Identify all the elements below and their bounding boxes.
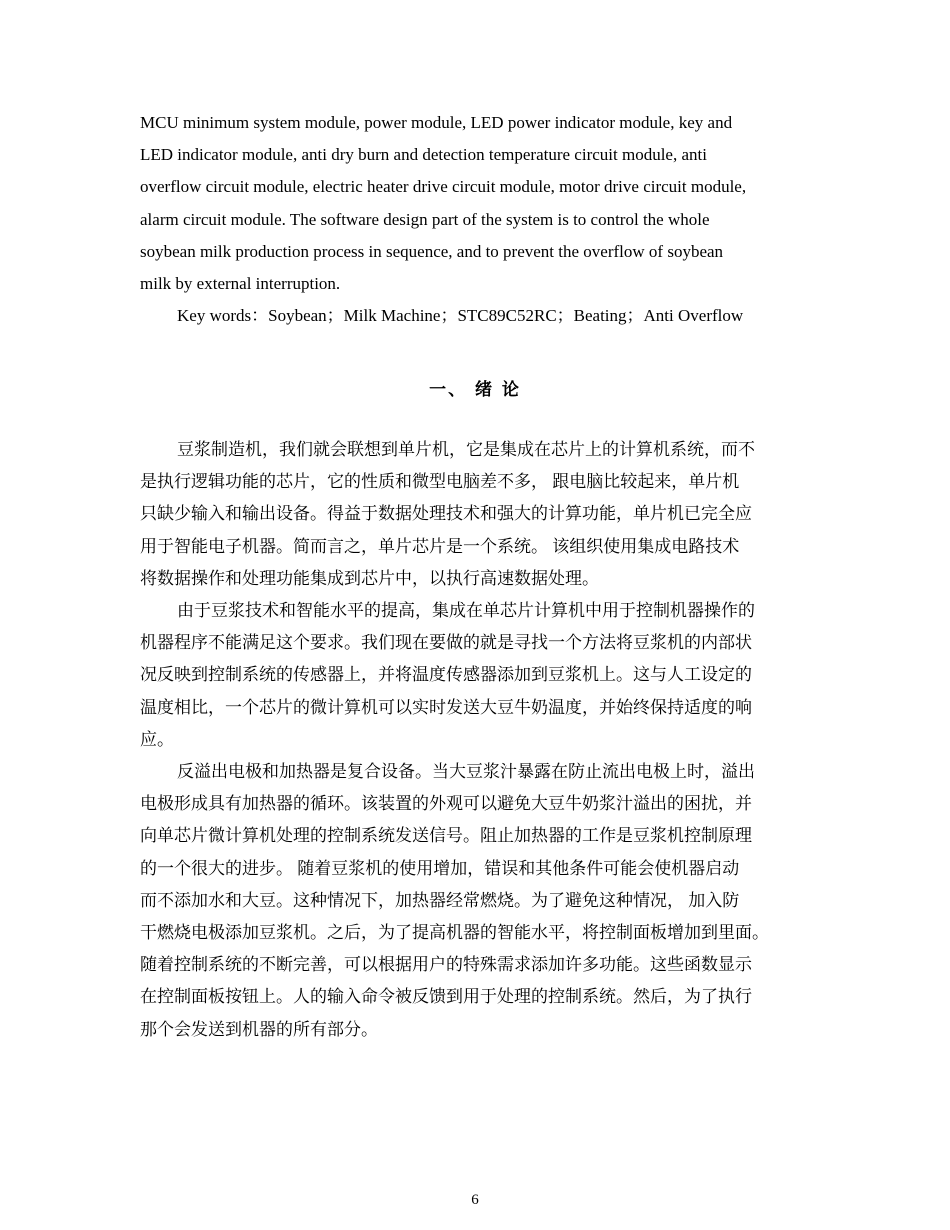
- keywords-line: Key words：Soybean；Milk Machine；STC89C52RC；Beating；Anti Overflow: [177, 306, 744, 326]
- paragraph-2-line: 由于豆浆技术和智能水平的提高，集成在单芯片计算机中用于控制机器操作的: [177, 601, 755, 621]
- abstract-line: overflow circuit module, electric heater drive circuit module, motor drive circuit module,: [140, 177, 747, 197]
- paragraph-2-line: 机器程序不能满足这个要求。我们现在要做的就是寻找一个方法将豆浆机的内部状: [140, 633, 752, 653]
- body-text: [140, 434, 830, 1046]
- paragraph-3-line: 干燃烧电极添加豆浆机。之后，为了提高机器的智能水平，将控制面板增加到里面。: [140, 923, 769, 943]
- abstract-line: soybean milk production process in sequence, and to prevent the overflow of soybean: [140, 241, 724, 261]
- paragraph-2-line: 况反映到控制系统的传感器上，并将温度传感器添加到豆浆机上。这与人工设定的: [140, 665, 752, 685]
- paragraph-2-line: 温度相比，一个芯片的微计算机可以实时发送大豆牛奶温度，并始终保持适度的响: [140, 697, 752, 717]
- abstract-line: alarm circuit module. The software design part of the system is to control the whole: [140, 209, 710, 229]
- paragraph-1-line: 只缺少输入和输出设备。得益于数据处理技术和强大的计算功能，单片机已完全应: [140, 504, 752, 524]
- paragraph-3-line: 电极形成具有加热器的循环。该装置的外观可以避免大豆牛奶浆汁溢出的困扰，并: [140, 794, 752, 814]
- paragraph-2-line: 应。: [140, 729, 174, 749]
- paragraph-3-line: 而不添加水和大豆。这种情况下，加热器经常燃烧。为了避免这种情况， 加入防: [140, 890, 740, 910]
- paragraph-3-line: 的一个很大的进步。 随着豆浆机的使用增加，错误和其他条件可能会使机器启动: [140, 858, 740, 878]
- paragraph-3-line: 向单芯片微计算机处理的控制系统发送信号。阻止加热器的工作是豆浆机控制原理: [140, 826, 752, 846]
- paragraph-1-line: 豆浆制造机，我们就会联想到单片机，它是集成在芯片上的计算机系统，而不: [177, 440, 755, 459]
- paragraph-3-line: 那个会发送到机器的所有部分。: [140, 1019, 378, 1039]
- abstract-continuation: [140, 107, 830, 332]
- paragraph-3-line: 反溢出电极和加热器是复合设备。当大豆浆汁暴露在防止流出电极上时，溢出: [177, 762, 755, 782]
- paragraph-3-line: 在控制面板按钮上。人的输入命令被反馈到用于处理的控制系统。然后，为了执行: [140, 987, 752, 1007]
- paragraph-3-line: 随着控制系统的不断完善，可以根据用户的特殊需求添加许多功能。这些函数显示: [140, 955, 752, 975]
- abstract-line: LED indicator module, anti dry burn and detection temperature circuit module, anti: [140, 145, 707, 165]
- abstract-line: milk by external interruption.: [140, 274, 341, 294]
- abstract-line: MCU minimum system module, power module, LED power indicator module, key and: [140, 113, 733, 132]
- section-heading: 一、 绪 论: [429, 380, 521, 400]
- paragraph-1-line: 用于智能电子机器。简而言之，单片芯片是一个系统。 该组织使用集成电路技术: [140, 536, 740, 556]
- page-number: 6: [471, 1192, 479, 1208]
- paragraph-1-line: 将数据操作和处理功能集成到芯片中，以执行高速数据处理。: [140, 568, 599, 588]
- paragraph-1-line: 是执行逻辑功能的芯片，它的性质和微型电脑差不多， 跟电脑比较起来，单片机: [140, 472, 740, 492]
